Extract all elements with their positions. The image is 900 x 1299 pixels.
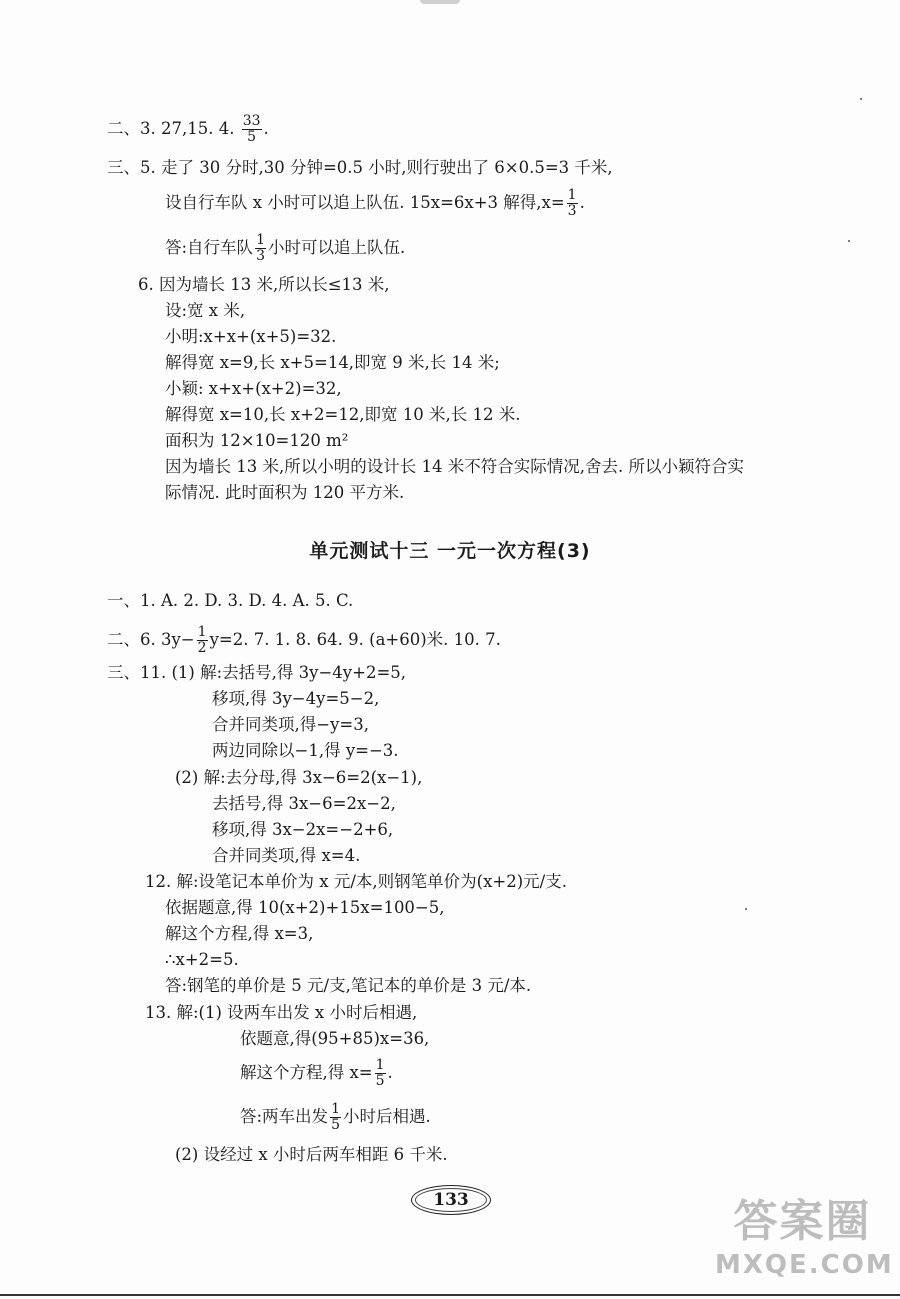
- answer-line-conclusion: [240, 1102, 431, 1133]
- watermark-logo: [715, 1196, 894, 1291]
- denominator: 3: [256, 248, 265, 264]
- numerator: 1: [375, 1057, 385, 1073]
- text: 答:自行车队: [165, 238, 254, 257]
- fraction: [375, 1058, 386, 1089]
- answer-line-setup: [165, 188, 585, 219]
- text: .: [387, 1063, 393, 1082]
- answer-line-solution: [240, 1058, 393, 1089]
- page-number: 133: [433, 1190, 469, 1210]
- numerator: 1: [256, 232, 265, 248]
- answer-line: 合并同类项,得−y=3,: [212, 715, 369, 734]
- denominator: 5: [375, 1073, 385, 1089]
- answer-line-13-2: (2) 设经过 x 小时后两车相距 6 千米.: [175, 1145, 448, 1164]
- answer-line-12: 12. 解:设笔记本单价为 x 元/本,则钢笔单价为(x+2)元/支.: [145, 872, 567, 891]
- answer-line-11: 三、11. (1) 解:去括号,得 3y−4y+2=5,: [107, 663, 407, 682]
- fraction: [242, 114, 262, 145]
- text: 小时可以追上队伍.: [267, 238, 406, 257]
- answer-line-1: 一、1. A. 2. D. 3. D. 4. A. 5. C.: [107, 591, 354, 610]
- answer-line: 小颖: x+x+(x+2)=32,: [165, 379, 342, 398]
- answer-line: 依题意,得(95+85)x=36,: [240, 1029, 430, 1048]
- page-bottom-edge: [0, 1294, 900, 1296]
- numerator: 33: [242, 113, 261, 129]
- answer-line: 合并同类项,得 x=4.: [212, 846, 361, 865]
- text: .: [579, 193, 585, 212]
- numerator: 1: [331, 1101, 340, 1117]
- answer-line: 依据题意,得 10(x+2)+15x=100−5,: [165, 898, 445, 917]
- answer-line-3-5: 三、5. 走了 30 分时,30 分钟=0.5 小时,则行驶出了 6×0.5=3 千米,: [107, 158, 613, 177]
- denominator: 5: [247, 129, 257, 145]
- fraction: [197, 625, 208, 656]
- answer-line: 面积为 12×10=120 m²: [165, 431, 349, 450]
- answer-line: 移项,得 3y−4y=5−2,: [212, 689, 380, 708]
- answer-line: 去括号,得 3x−6=2x−2,: [212, 794, 396, 813]
- text: 答:两车出发: [240, 1107, 329, 1126]
- answer-line-2: [107, 625, 501, 656]
- watermark-text: 答案圈: [733, 1196, 872, 1247]
- answer-line: 因为墙长 13 米,所以小明的设计长 14 米不符合实际情况,舍去. 所以小颖符合实: [165, 457, 744, 476]
- text: 二、3. 27,15. 4.: [107, 119, 240, 138]
- answer-line: ∴x+2=5.: [165, 950, 239, 969]
- answer-line: 际情况. 此时面积为 120 平方米.: [165, 483, 405, 502]
- answer-line-11-2: (2) 解:去分母,得 3x−6=2(x−1),: [175, 768, 423, 787]
- answer-line: 两边同除以−1,得 y=−3.: [212, 741, 399, 760]
- answer-line: 移项,得 3x−2x=−2+6,: [212, 820, 394, 839]
- fraction: [567, 188, 578, 219]
- answer-line-13: 13. 解:(1) 设两车出发 x 小时后相遇,: [145, 1003, 418, 1022]
- fraction: [255, 233, 266, 264]
- answer-line: 设:宽 x 米,: [165, 301, 246, 320]
- answer-line: 解得宽 x=9,长 x+5=14,即宽 9 米,长 14 米;: [165, 353, 500, 372]
- text: 解这个方程,得 x=: [240, 1063, 373, 1082]
- answer-line: 小明:x+x+(x+5)=32.: [165, 327, 337, 346]
- denominator: 2: [197, 640, 207, 656]
- watermark-url: MXQE.COM: [715, 1250, 894, 1280]
- text: 设自行车队 x 小时可以追上队伍. 15x=6x+3 解得,x=: [165, 193, 565, 212]
- text: y=2. 7. 1. 8. 64. 9. (a+60)米. 10. 7.: [209, 630, 501, 649]
- answer-line: 解这个方程,得 x=3,: [165, 924, 314, 943]
- scan-speck: [745, 908, 747, 910]
- answer-line-2-3: [107, 114, 269, 145]
- text: 二、6. 3y−: [107, 630, 195, 649]
- answer-line: 解得宽 x=10,长 x+2=12,即宽 10 米,长 12 米.: [165, 405, 521, 424]
- text: 小时后相遇.: [342, 1107, 431, 1126]
- answer-line-conclusion: [165, 233, 405, 264]
- answer-line-6: 6. 因为墙长 13 米,所以长≤13 米,: [138, 275, 390, 294]
- scan-speck: [848, 240, 850, 242]
- scan-mark: [420, 0, 460, 4]
- section-title: 单元测试十三 一元一次方程(3): [309, 540, 591, 562]
- denominator: 3: [567, 203, 577, 219]
- numerator: 1: [567, 187, 577, 203]
- denominator: 5: [331, 1117, 340, 1133]
- text: .: [263, 119, 269, 138]
- answer-line: 答:钢笔的单价是 5 元/支,笔记本的单价是 3 元/本.: [165, 976, 532, 995]
- numerator: 1: [197, 624, 207, 640]
- fraction: [330, 1102, 341, 1133]
- scan-speck: [860, 98, 862, 100]
